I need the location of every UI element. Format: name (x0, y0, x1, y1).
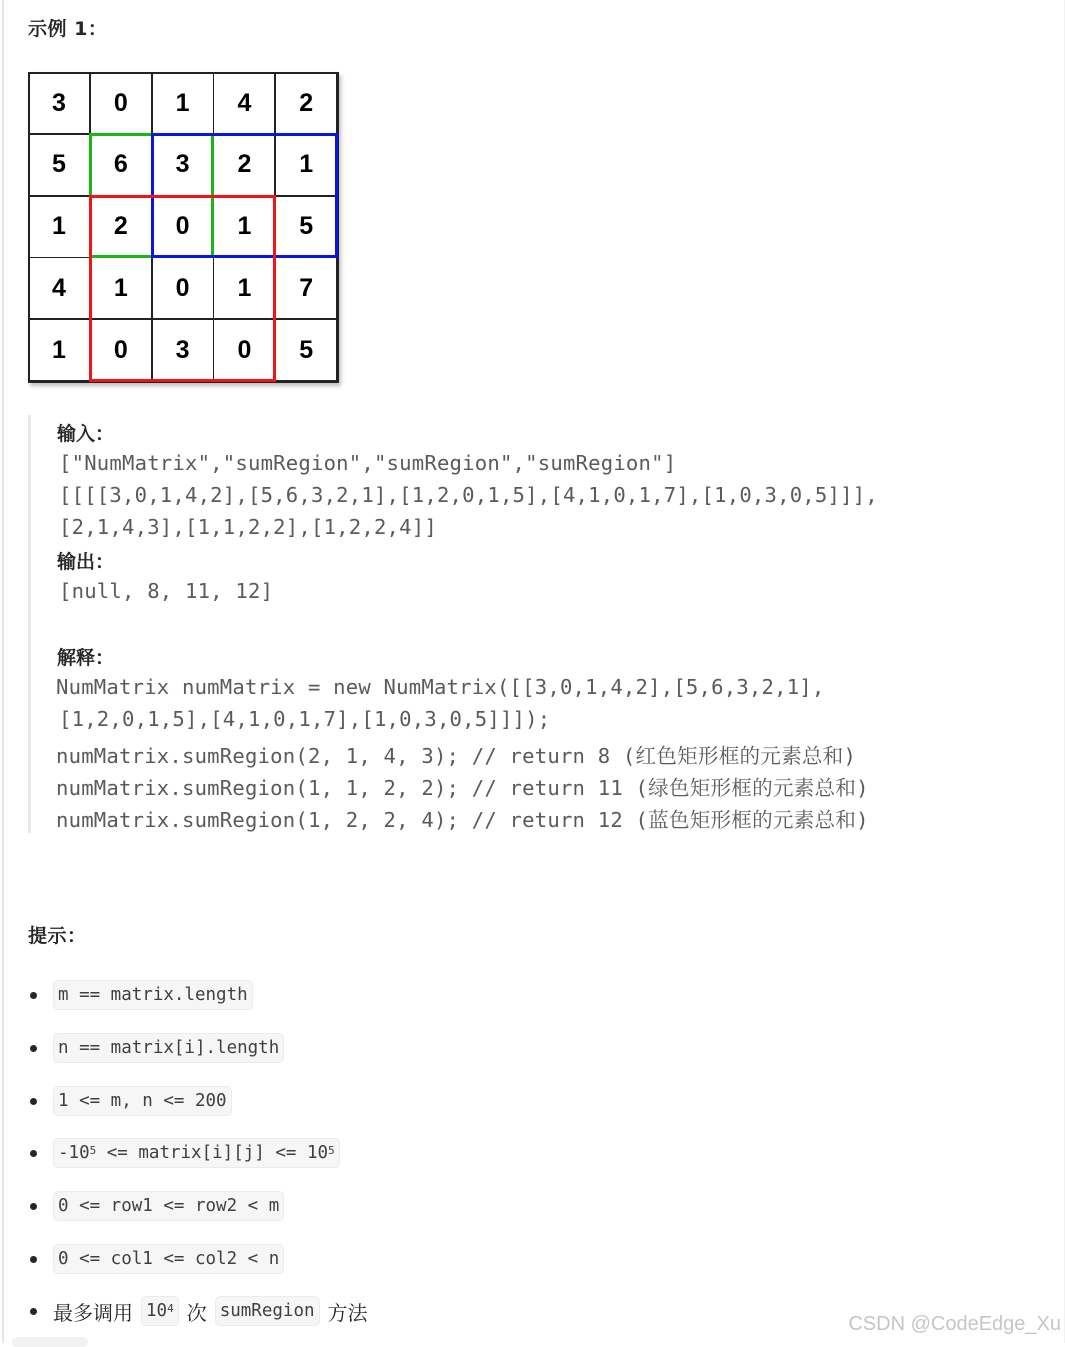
bullet-icon (30, 1308, 37, 1315)
hint-item (28, 979, 253, 1011)
matrix-cell: 4 (213, 72, 275, 134)
inline-code: 1 <= m, n <= 200 (53, 1086, 232, 1116)
inline-code: -10 $^5$ <= matrix[i][j] <= 10 $^5$ (53, 1138, 340, 1168)
matrix-cell: 0 (213, 319, 275, 381)
inline-code: 0 <= col1 <= col2 < n (53, 1244, 284, 1274)
bullet-icon (30, 1045, 37, 1052)
hint-item (28, 1190, 284, 1222)
matrix-cell: 1 (275, 134, 337, 196)
explanation-line-2: [1,2,0,1,5],[4,1,0,1,7],[1,0,3,0,5]]]); (59, 707, 551, 731)
bullet-icon (30, 1150, 37, 1157)
hint-item (28, 1085, 232, 1117)
matrix-cell: 0 (152, 257, 214, 319)
hint-item (28, 1295, 376, 1327)
hint-text: 次 (186, 1300, 207, 1325)
matrix-cell: 4 (28, 257, 90, 319)
hint-item (28, 1032, 284, 1064)
matrix-cell: 2 (90, 196, 152, 258)
bullet-icon (30, 1098, 37, 1105)
inline-code: m == matrix.length (53, 980, 253, 1010)
input-label: 输入： (57, 423, 115, 445)
inline-code: 0 <= row1 <= row2 < m (53, 1191, 284, 1221)
code-text: <= matrix[i][j] <= 10 (96, 1143, 329, 1163)
bullet-icon (30, 1203, 37, 1210)
code-text: -10 (58, 1143, 90, 1163)
bullet-icon (30, 992, 37, 999)
hint-text: 最多调用 (53, 1300, 133, 1325)
next-block-edge (12, 1337, 88, 1347)
explanation-label: 解释： (57, 647, 115, 669)
explanation-line-3: numMatrix.sumRegion(2, 1, 4, 3); // return 8 (红色矩形框的元素总和) (56, 744, 857, 768)
matrix-cell: 1 (152, 72, 214, 134)
matrix-cell: 2 (275, 72, 337, 134)
inline-code: 10 $^4$ (141, 1296, 179, 1326)
matrix-cell: 5 (275, 319, 337, 381)
matrix-cell: 6 (90, 134, 152, 196)
matrix-cell: 0 (90, 72, 152, 134)
matrix-cell: 5 (28, 134, 90, 196)
matrix-cell: 1 (213, 196, 275, 258)
matrix-cell: 1 (213, 257, 275, 319)
matrix-cell: 0 (152, 196, 214, 258)
hint-item (28, 1243, 284, 1275)
watermark: CSDN @CodeEdge_Xu (848, 1313, 1061, 1335)
matrix-cell: 3 (28, 72, 90, 134)
matrix-cell: 1 (28, 196, 90, 258)
output-value: [null, 8, 11, 12] (59, 579, 274, 603)
matrix-cell: 3 (152, 319, 214, 381)
input-line-2: [[[[3,0,1,4,2],[5,6,3,2,1],[1,2,0,1,5],[4,1,0,1,7],[1,0,3,0,5]]], (59, 483, 878, 507)
matrix-figure (28, 72, 339, 383)
code-text: 10 (146, 1301, 168, 1321)
output-label: 输出： (57, 551, 115, 573)
left-border (2, 0, 4, 1343)
matrix-cell: 3 (152, 134, 214, 196)
matrix-cell: 2 (213, 134, 275, 196)
matrix-cell: 1 (28, 319, 90, 381)
matrix-cell: 0 (90, 319, 152, 381)
inline-code: sumRegion (215, 1296, 320, 1326)
hints-heading: 提示： (28, 925, 87, 947)
matrix-cell: 5 (275, 196, 337, 258)
explanation-line-1: NumMatrix numMatrix = new NumMatrix([[3,0,1,4,2],[5,6,3,2,1], (56, 675, 825, 699)
bullet-icon (30, 1256, 37, 1263)
explanation-line-5: numMatrix.sumRegion(1, 2, 2, 4); // return 12 (蓝色矩形框的元素总和) (56, 808, 869, 832)
matrix-cell: 1 (90, 257, 152, 319)
example-heading: 示例 1： (28, 18, 108, 40)
matrix-cell: 7 (275, 257, 337, 319)
hint-text: 方法 (327, 1300, 368, 1325)
inline-code: n == matrix[i].length (53, 1033, 284, 1063)
input-line-1: ["NumMatrix","sumRegion","sumRegion","sumRegion"] (59, 451, 677, 475)
example-blockquote (28, 415, 1031, 833)
explanation-line-4: numMatrix.sumRegion(1, 1, 2, 2); // return 11 (绿色矩形框的元素总和) (56, 776, 869, 800)
hint-item (28, 1137, 340, 1169)
input-line-3: [2,1,4,3],[1,1,2,2],[1,2,2,4]] (59, 515, 437, 539)
